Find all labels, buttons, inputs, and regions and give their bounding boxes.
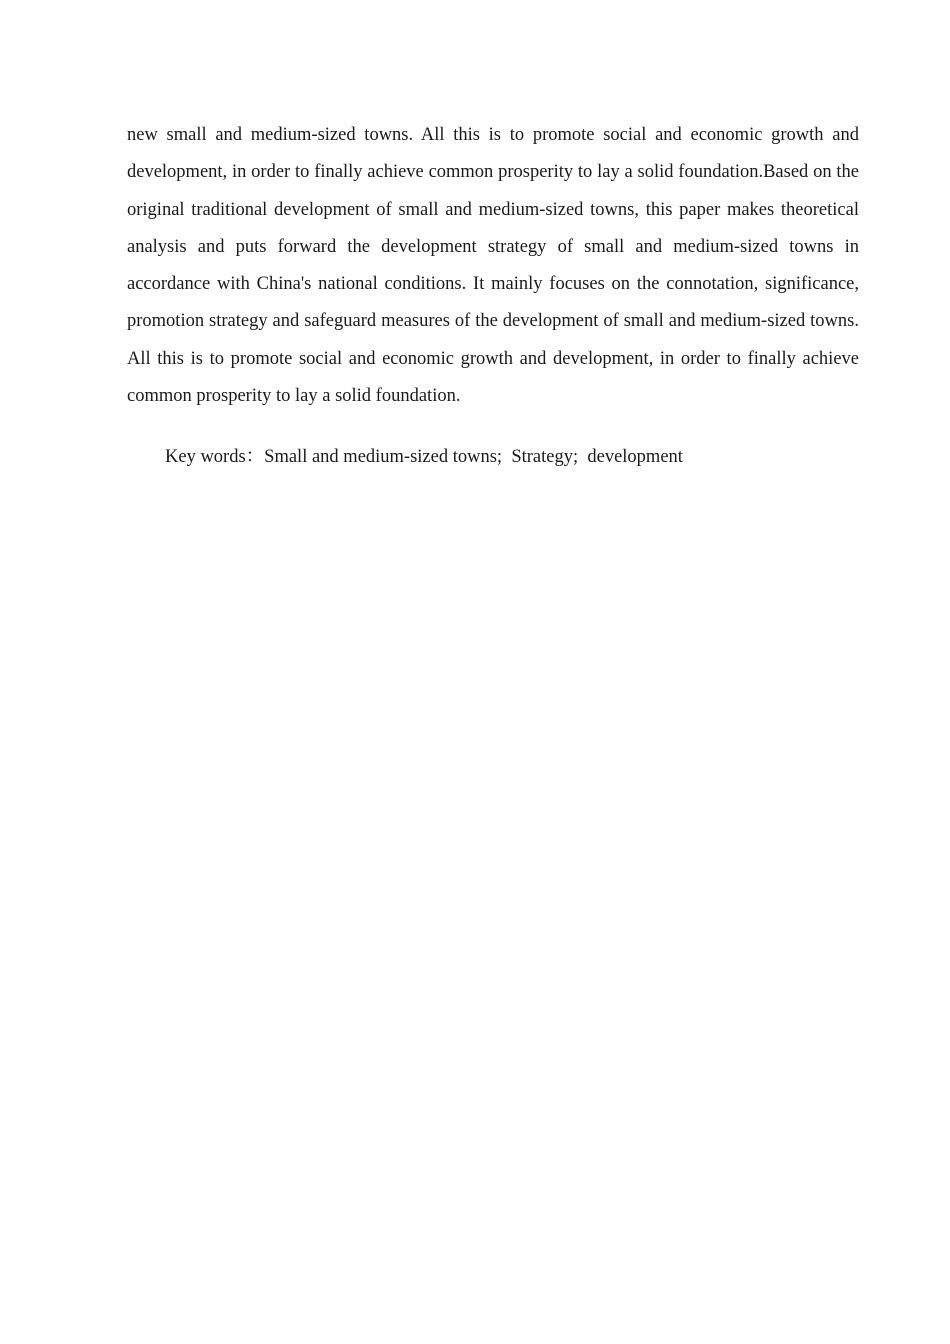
keywords-line	[165, 439, 865, 476]
keyword-term: development	[587, 447, 683, 467]
keywords-label: Key words：	[165, 447, 265, 467]
abstract-paragraph: new small and medium-sized towns. All this is to promote social and economic growth and development, in order to finally achieve common prosperity to lay a solid foundation.Based on the original traditional development of small and medium-sized towns, this paper makes theoretical analysis and puts forward the development strategy of small and medium-sized towns in accordance with China's national conditions. It mainly focuses on the connotation, significance, promotion strategy and safeguard measures of the development of small and medium-sized towns. All this is to promote social and economic growth and development, in order to finally achieve common prosperity to lay a solid foundation.	[127, 125, 859, 407]
keyword-term: Small and medium-sized towns;	[264, 447, 503, 467]
keyword-term: Strategy;	[511, 447, 579, 467]
